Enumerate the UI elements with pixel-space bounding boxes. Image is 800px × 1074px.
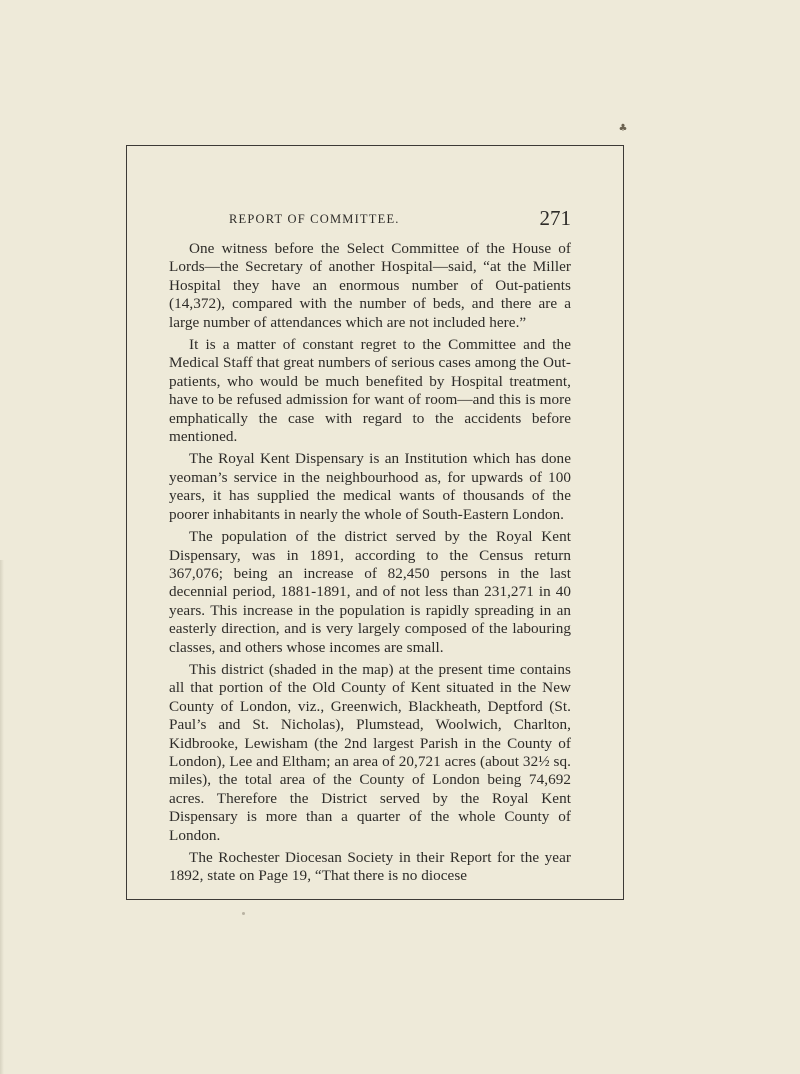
paragraph: The Royal Kent Dispensary is an Institution which has done yeoman’s service in the neighbourhood as, for upwards of 100 years, it has supplied the medical wants of thousands of the poorer inhabitants in nearly the whole of South-Eastern London. (169, 450, 571, 523)
plate-mark-icon: ♣ (618, 123, 628, 134)
paragraph: The Rochester Diocesan Society in their Report for the year 1892, state on Page 19, “That there is no diocese (169, 849, 571, 885)
paper-speck (242, 912, 245, 915)
page-header (169, 206, 571, 236)
paragraph: One witness before the Select Committee of the House of Lords—the Secretary of another Hospital—said, “at the Miller Hospital they have an enormous number of Out-patients (14,372), compared with the number of beds, and there are a large number of attendances which are not included here.” (169, 240, 571, 331)
paragraph: The population of the district served by the Royal Kent Dispensary, was in 1891, according to the Census return 367,076; being an increase of 82,450 persons in the last decennial period, 1881-1891, and of not less than 231,271 in 40 years. This increase in the population is rapidly spreading in an easterly direction, and is very largely composed of the labouring classes, and others whose incomes are small. (169, 528, 571, 656)
paragraph: This district (shaded in the map) at the present time contains all that portion of the Old County of Kent situated in the New County of London, viz., Greenwich, Blackheath, Deptford (St. Paul’s and St. Nicholas), Plumstead, Woolwich, Charlton, Kidbrooke, Lewisham (the 2nd largest Parish in the County of London), Lee and Eltham; an area of 20,721 acres (about 32½ sq. miles), the total area of the County of London being 74,692 acres. Therefore the District served by the Royal Kent Dispensary is more than a quarter of the whole County of London. (169, 660, 571, 844)
page-edge-shadow (0, 560, 4, 1074)
text-block (169, 206, 571, 886)
running-head: REPORT OF COMMITTEE. (229, 212, 400, 226)
page-number: 271 (539, 206, 571, 230)
paragraph: It is a matter of constant regret to the Committee and the Medical Staff that great numbers of serious cases among the Out-patients, who would be much benefited by Hospital treatment, have to be refused admission for want of room—and this is more emphatically the case with regard to the accidents before mentioned. (169, 336, 571, 446)
